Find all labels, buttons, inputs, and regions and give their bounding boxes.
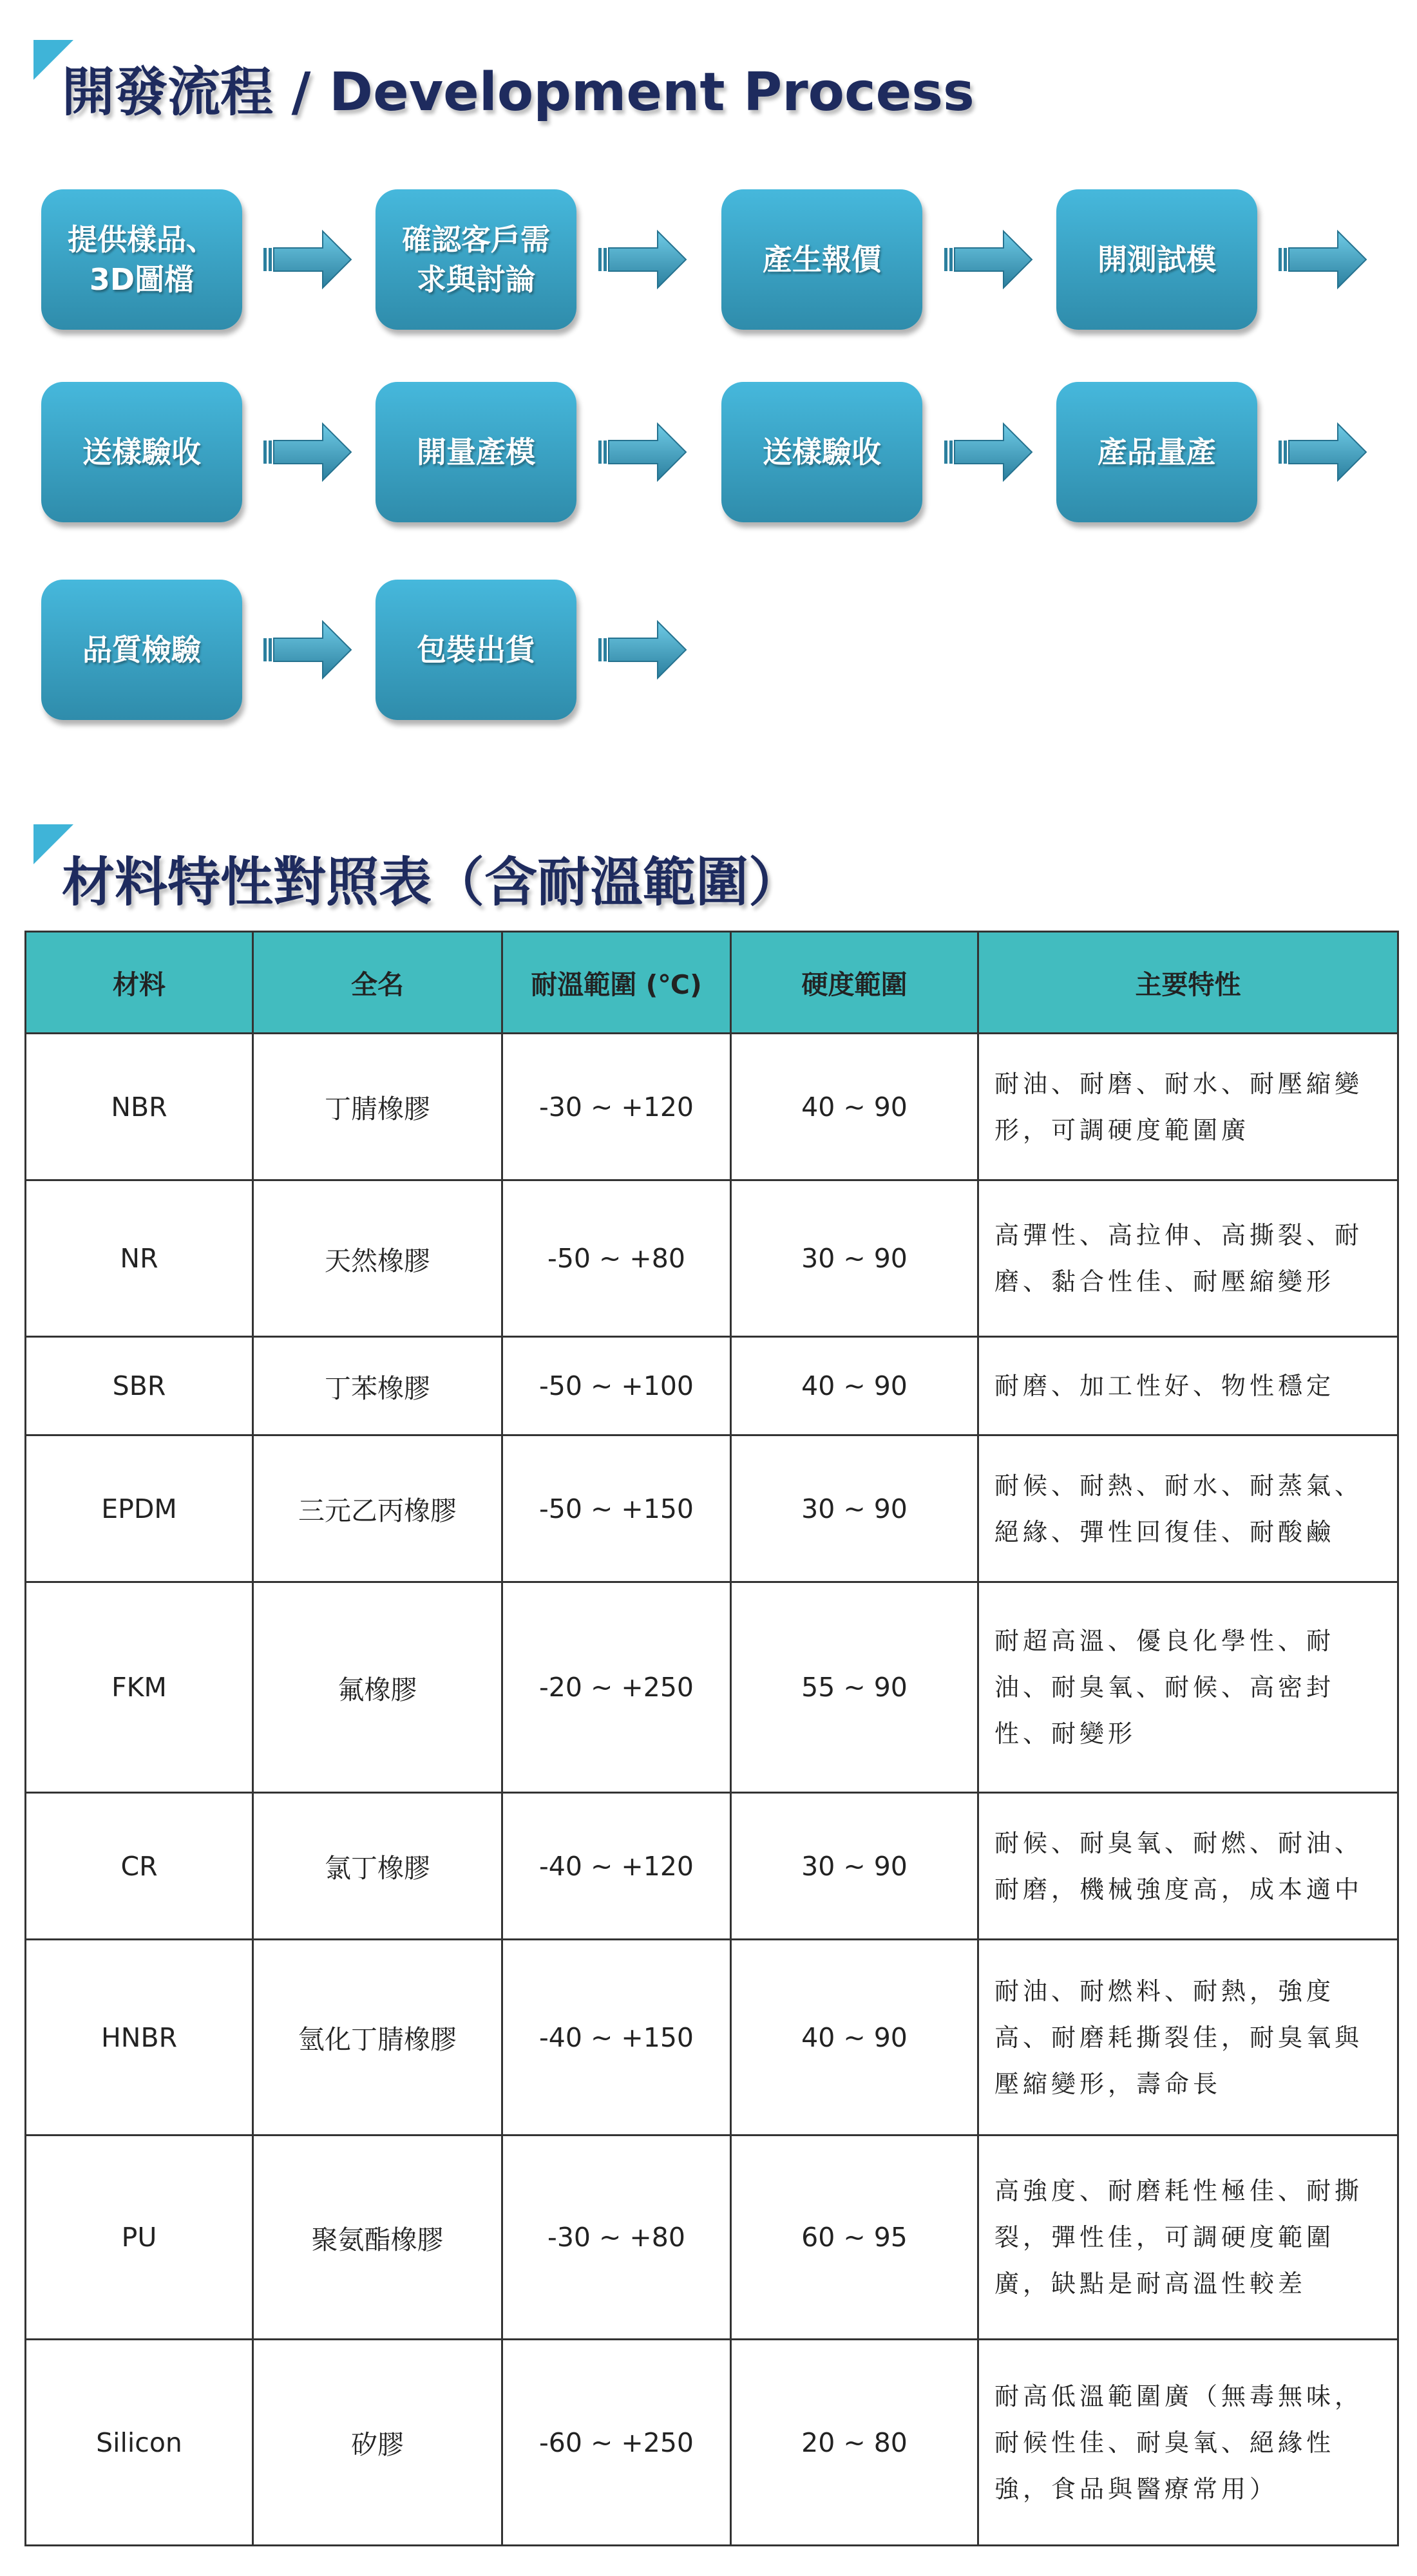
table-row: [26, 2340, 1398, 2546]
process-step: 產品量產: [1056, 382, 1257, 522]
column-header: 全名: [253, 932, 502, 1034]
hardness-range-cell: 30 ~ 90: [731, 1793, 978, 1940]
arrow-right-icon: [263, 229, 354, 290]
features-cell: 高彈性、高拉伸、高撕裂、耐磨、黏合性佳、耐壓縮變形: [978, 1180, 1398, 1337]
process-step: 產生報價: [721, 189, 922, 330]
process-step: 確認客戶需 求與討論: [376, 189, 576, 330]
arrow-right-icon: [944, 421, 1034, 483]
arrow-right-icon: [944, 229, 1034, 290]
hardness-range-cell: 30 ~ 90: [731, 1435, 978, 1582]
arrow-right-icon: [1279, 229, 1369, 290]
table-row: [26, 1034, 1398, 1180]
arrow-right-icon: [263, 421, 354, 483]
arrow-right-icon: [263, 619, 354, 681]
table-row: [26, 1940, 1398, 2136]
material-cell: CR: [26, 1793, 253, 1940]
temperature-range-cell: -50 ~ +100: [502, 1337, 731, 1435]
table-header-row: [26, 932, 1398, 1034]
features-cell: 高強度、耐磨耗性極佳、耐撕裂，彈性佳，可調硬度範圍廣，缺點是耐高溫性較差: [978, 2136, 1398, 2340]
full-name-cell: 聚氨酯橡膠: [253, 2136, 502, 2340]
material-cell: NBR: [26, 1034, 253, 1180]
arrow-right-icon: [598, 421, 689, 483]
full-name-cell: 丁苯橡膠: [253, 1337, 502, 1435]
arrow-right-icon: [1279, 421, 1369, 483]
material-cell: SBR: [26, 1337, 253, 1435]
full-name-cell: 丁腈橡膠: [253, 1034, 502, 1180]
features-cell: 耐油、耐磨、耐水、耐壓縮變形，可調硬度範圍廣: [978, 1034, 1398, 1180]
full-name-cell: 氫化丁腈橡膠: [253, 1940, 502, 2136]
material-cell: NR: [26, 1180, 253, 1337]
temperature-range-cell: -30 ~ +120: [502, 1034, 731, 1180]
table-row: [26, 1582, 1398, 1793]
full-name-cell: 氟橡膠: [253, 1582, 502, 1793]
table-row: [26, 1435, 1398, 1582]
column-header: 硬度範圍: [731, 932, 978, 1034]
hardness-range-cell: 40 ~ 90: [731, 1337, 978, 1435]
table-row: [26, 1180, 1398, 1337]
table-row: [26, 1337, 1398, 1435]
features-cell: 耐超高溫、優良化學性、耐油、耐臭氧、耐候、高密封性、耐變形: [978, 1582, 1398, 1793]
full-name-cell: 矽膠: [253, 2340, 502, 2546]
full-name-cell: 氯丁橡膠: [253, 1793, 502, 1940]
process-step: 提供樣品、 3D圖檔: [41, 189, 242, 330]
features-cell: 耐候、耐臭氧、耐燃、耐油、耐磨，機械強度高，成本適中: [978, 1793, 1398, 1940]
hardness-range-cell: 30 ~ 90: [731, 1180, 978, 1337]
process-step: 開量產模: [376, 382, 576, 522]
arrow-right-icon: [598, 619, 689, 681]
materials-title: 材料特性對照表（含耐溫範圍）: [62, 852, 802, 913]
process-step: 送樣驗收: [41, 382, 242, 522]
features-cell: 耐磨、加工性好、物性穩定: [978, 1337, 1398, 1435]
table-row: [26, 1793, 1398, 1940]
material-cell: EPDM: [26, 1435, 253, 1582]
full-name-cell: 三元乙丙橡膠: [253, 1435, 502, 1582]
material-cell: FKM: [26, 1582, 253, 1793]
materials-table: [24, 931, 1399, 2546]
process-title: 開發流程 / Development Process: [62, 62, 975, 123]
features-cell: 耐候、耐熱、耐水、耐蒸氣、絕緣、彈性回復佳、耐酸鹼: [978, 1435, 1398, 1582]
hardness-range-cell: 60 ~ 95: [731, 2136, 978, 2340]
table-row: [26, 2136, 1398, 2340]
process-step: 送樣驗收: [721, 382, 922, 522]
column-header: 主要特性: [978, 932, 1398, 1034]
process-step: 開測試模: [1056, 189, 1257, 330]
column-header: 耐溫範圍 (℃): [502, 932, 731, 1034]
features-cell: 耐高低溫範圍廣（無毒無味，耐候性佳、耐臭氧、絕緣性強，食品與醫療常用）: [978, 2340, 1398, 2546]
temperature-range-cell: -40 ~ +120: [502, 1793, 731, 1940]
column-header: 材料: [26, 932, 253, 1034]
temperature-range-cell: -30 ~ +80: [502, 2136, 731, 2340]
arrow-right-icon: [598, 229, 689, 290]
material-cell: Silicon: [26, 2340, 253, 2546]
temperature-range-cell: -20 ~ +250: [502, 1582, 731, 1793]
hardness-range-cell: 55 ~ 90: [731, 1582, 978, 1793]
process-step: 包裝出貨: [376, 580, 576, 720]
temperature-range-cell: -50 ~ +150: [502, 1435, 731, 1582]
temperature-range-cell: -60 ~ +250: [502, 2340, 731, 2546]
temperature-range-cell: -40 ~ +150: [502, 1940, 731, 2136]
hardness-range-cell: 20 ~ 80: [731, 2340, 978, 2546]
hardness-range-cell: 40 ~ 90: [731, 1940, 978, 2136]
temperature-range-cell: -50 ~ +80: [502, 1180, 731, 1337]
process-step: 品質檢驗: [41, 580, 242, 720]
full-name-cell: 天然橡膠: [253, 1180, 502, 1337]
features-cell: 耐油、耐燃料、耐熱，強度高、耐磨耗撕裂佳，耐臭氧與壓縮變形，壽命長: [978, 1940, 1398, 2136]
material-cell: HNBR: [26, 1940, 253, 2136]
material-cell: PU: [26, 2136, 253, 2340]
hardness-range-cell: 40 ~ 90: [731, 1034, 978, 1180]
